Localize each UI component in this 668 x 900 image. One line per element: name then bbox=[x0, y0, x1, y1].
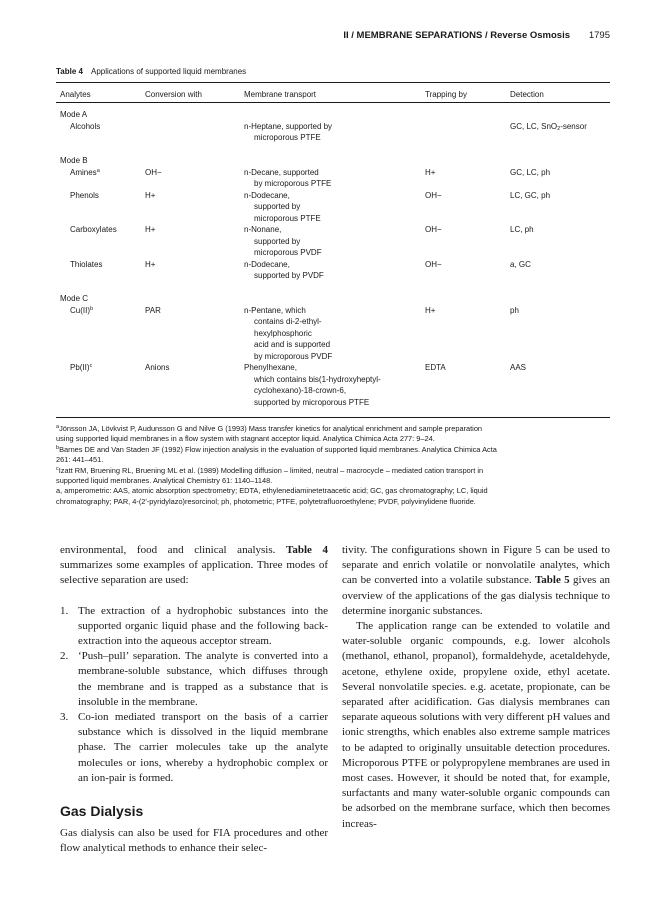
table-cell-transport-line: which contains bis(1-hydroxyheptyl- bbox=[254, 374, 381, 384]
table-cell-conversion: Anions bbox=[145, 363, 170, 372]
table-cell-detection: LC, GC, ph bbox=[510, 190, 551, 200]
table-cell-transport-line: microporous PTFE bbox=[254, 213, 321, 223]
table-label: Table 4 bbox=[56, 67, 83, 76]
table-cell-transport-line: by microporous PVDF bbox=[254, 351, 333, 361]
table-cell-analyte: Pb(II)$^c$ bbox=[70, 363, 93, 372]
running-title: II / MEMBRANE SEPARATIONS / Reverse Osmosis bbox=[343, 30, 570, 41]
table-cell-detection: GC, LC, ph bbox=[510, 167, 551, 177]
table-4-reference: Table 4 bbox=[286, 544, 329, 556]
table-cell-conversion: PAR bbox=[145, 305, 161, 315]
list-item: 2. ‘Push–pull’ separation. The analyte is converted into a membrane-soluble substance, which diffuses through the membrane and is trapped as a substance that is insoluble in the membrane. bbox=[60, 650, 328, 708]
table-cell-analyte: Thiolates bbox=[70, 259, 103, 269]
table-cell-transport-line: Phenylhexane, bbox=[244, 363, 297, 372]
table-cell-conversion: H+ bbox=[145, 259, 156, 269]
gas-dialysis-paragraph: Gas dialysis can also be used for FIA procedures and other flow analytical methods to enhance their selec- bbox=[60, 827, 328, 855]
table-cell-detection: LC, ph bbox=[510, 225, 534, 234]
col-header-analytes: Analytes bbox=[60, 90, 91, 99]
mode-title: Mode A bbox=[60, 110, 88, 119]
table-cell-trapping: OH− bbox=[425, 225, 442, 234]
table-cell-conversion: H+ bbox=[145, 225, 156, 234]
intro-paragraph: environmental, food and clinical analysis. Table 4 summarizes some examples of application. Three modes of selective separation are used: bbox=[60, 544, 329, 587]
table-cell-detection: ph bbox=[510, 305, 519, 315]
footnote-line: $^b$Barnes DE and Van Staden JF (1992) Flow injection analysis in the evaluation of supported liquid membranes. Analytica Chimica Acta bbox=[56, 444, 497, 454]
section-heading-gas-dialysis: Gas Dialysis bbox=[60, 803, 144, 820]
table-caption bbox=[56, 67, 610, 76]
running-header bbox=[56, 30, 610, 44]
table-cell-analyte: Alcohols bbox=[70, 121, 101, 131]
table-cell-transport-line: supported by microporous PTFE bbox=[254, 397, 370, 407]
footnote-line: a, amperometric: AAS, atomic absorption spectrometry; EDTA, ethylenediaminetetraacetic acid; GC, gas chromatography; LC, liquid bbox=[56, 486, 488, 496]
table-cell-transport-line: n-Decane, supported bbox=[244, 167, 319, 177]
table-bottom-rule bbox=[56, 417, 610, 418]
table-cell-conversion: H+ bbox=[145, 190, 156, 200]
table-cell-detection: AAS bbox=[510, 363, 527, 372]
separation-modes-list bbox=[60, 604, 328, 786]
table-5-reference: Table 5 bbox=[534, 574, 570, 587]
table-top-rule bbox=[56, 82, 610, 83]
list-item: 1. The extraction of a hydrophobic substances into the supported organic liquid phase and the following back-extraction into the aqueous acceptor stream. bbox=[60, 604, 328, 648]
list-item: 3. Co-ion mediated transport on the basis of a carrier substance which is dissolved in the liquid membrane phase. The carrier molecules take up the analyte molecules or ions, whereby a hydrophobic complex or an ion-pair is formed. bbox=[60, 711, 328, 784]
table-cell-analyte: Amines$^a$ bbox=[70, 167, 100, 177]
table-cell-transport-line: microporous PVDF bbox=[254, 248, 322, 257]
mode-title: Mode C bbox=[60, 294, 89, 303]
table-cell-transport-line: hexylphosphoric bbox=[254, 328, 312, 338]
table-cell-trapping: EDTA bbox=[425, 363, 446, 372]
table-cell-transport-line: supported by PVDF bbox=[254, 271, 324, 280]
col-header-trapping: Trapping by bbox=[425, 90, 467, 99]
table-header-rule bbox=[56, 102, 610, 103]
footnote-line: chromatography; PAR, 4-(2'-pyridylazo)resorcinol; ph, photometric; PTFE, polytetrafluoroethylene; PVDF, polyvinylidene fluoride. bbox=[56, 496, 476, 506]
table-cell-detection: a, GC bbox=[510, 259, 531, 269]
footnote-line: $^a$Jönsson JA, Lövkvist P, Audunsson G and Nilve G (1993) Mass transfer kinetics for analytical enrichment and sample preparation bbox=[56, 424, 483, 433]
right-paragraph-1: tivity. The configurations shown in Figure 5 can be used to separate and enrich volatile or nonvolatile analytes, which can be converted into a volatile substance. Table 5 gives an overview of the applications of the gas dialysis technique to determine inorganic substances. bbox=[342, 544, 610, 617]
table-cell-transport-line: n-Dodecane, bbox=[244, 190, 290, 200]
table-cell-trapping: OH− bbox=[425, 259, 442, 269]
table-cell-analyte: Carboxylates bbox=[70, 225, 117, 234]
table-cell-transport-line: supported by bbox=[254, 236, 301, 246]
col-header-conversion: Conversion with bbox=[145, 90, 202, 99]
table-cell-transport-line: n-Nonane, bbox=[244, 225, 282, 234]
table-cell-trapping: H+ bbox=[425, 305, 436, 315]
table-cell-transport-line: microporous PTFE bbox=[254, 133, 321, 142]
table-cell-conversion: OH− bbox=[145, 167, 162, 177]
table-cell-transport-line: n-Heptane, supported by bbox=[244, 121, 333, 131]
right-paragraph-2: The application range can be extended to volatile and water-soluble organic compounds, e.g. lower alcohols (methanol, ethanol, propanol), formaldehyde, acetaldehyde, acetone, ethylene oxide, propylene oxide, ethyl acetate. Several nonvolatile species. e.g. acetate, propionate, can be separated after acidification. Gas dialysis membranes can separate aqueous solutions with very different pH values and ionic strengths, which enables also extreme sample matrices to be adapted to originally unsuitable detection procedures. Microporous PTFE or polypropylene membranes are used in most cases. However, it should be noted that, for example, surfactants and many water-soluble organic compounds can be adsorbed on the membrane surface, which then becomes increas- bbox=[342, 620, 611, 830]
table-footnotes bbox=[56, 424, 610, 507]
table-cell-transport-line: by microporous PTFE bbox=[254, 179, 332, 188]
table-cell-trapping: OH− bbox=[425, 190, 442, 200]
table-cell-trapping: H+ bbox=[425, 167, 436, 177]
col-header-detection: Detection bbox=[510, 90, 544, 99]
table-cell-transport-line: supported by bbox=[254, 202, 301, 211]
table-cell-detection: GC, LC, SnO$_2$-sensor bbox=[510, 121, 587, 132]
footnote-line: $^c$Izatt RM, Bruening RL, Bruening ML et al. (1989) Modelling diffusion – limited, neutral – macrocycle – mediated cation transport in bbox=[56, 465, 484, 475]
footnote-line: 261: 441–451. bbox=[56, 455, 104, 465]
table-cell-analyte: Cu(II)$^b$ bbox=[70, 305, 94, 315]
table-cell-transport-line: contains di-2-ethyl- bbox=[254, 317, 322, 326]
body-column-left bbox=[60, 543, 328, 856]
col-header-membrane-transport: Membrane transport bbox=[244, 90, 317, 99]
table-caption-text: Applications of supported liquid membranes bbox=[90, 67, 247, 76]
table-cell-transport-line: n-Dodecane, bbox=[244, 259, 290, 269]
footnote-line: using supported liquid membranes in a flow system with stagnant acceptor liquid. Analytica Chimica Acta 277: 9–24. bbox=[56, 434, 435, 444]
page-number: 1795 bbox=[588, 30, 610, 41]
mode-title: Mode B bbox=[60, 156, 88, 165]
table-cell-analyte: Phenols bbox=[70, 190, 99, 200]
table-cell-transport-line: acid and is supported bbox=[254, 340, 331, 349]
table-cell-transport-line: n-Pentane, which bbox=[244, 305, 306, 315]
table-cell-transport-line: cyclohexano)-18-crown-6, bbox=[254, 386, 347, 395]
body-column-right bbox=[342, 543, 610, 832]
footnote-line: supported liquid membranes. Analytical Chemistry 61: 1140–1148. bbox=[56, 476, 273, 486]
